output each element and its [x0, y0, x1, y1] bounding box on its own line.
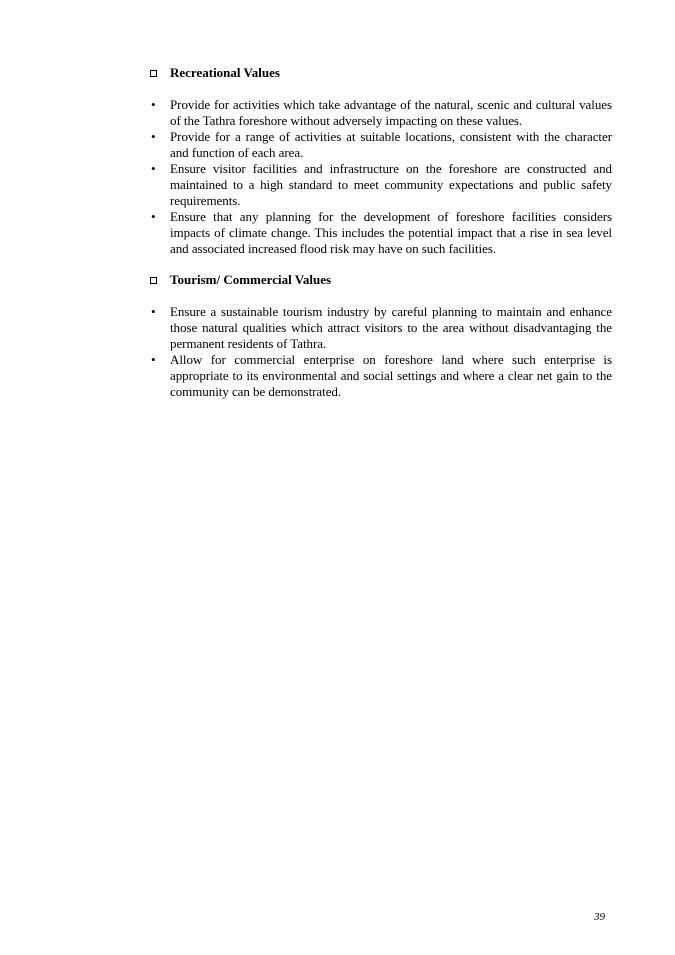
checkbox-bullet-icon: [150, 70, 157, 77]
list-item: [150, 161, 612, 209]
bullet-icon: •: [151, 304, 156, 319]
list-item-text: Provide for a range of activities at suitable locations, consistent with the character and function of each area.: [170, 129, 612, 160]
bullet-list-tourism-commercial-values: [150, 304, 612, 400]
list-item-text: Allow for commercial enterprise on foreshore land where such enterprise is appropriate to its environmental and social settings and where a clear net gain to the community can be demonstrated.: [170, 352, 612, 399]
list-item-text: Ensure visitor facilities and infrastructure on the foreshore are constructed and maintained to a high standard to meet community expectations and public safety requirements.: [170, 161, 612, 208]
bullet-icon: •: [151, 97, 156, 112]
list-item: [150, 304, 612, 352]
checkbox-bullet-icon: [150, 277, 157, 284]
list-item: [150, 97, 612, 129]
list-item-text: Ensure that any planning for the development of foreshore facilities considers impacts of climate change. This includes the potential impact that a rise in sea level and associated increased flood risk may have on such facilities.: [170, 209, 612, 256]
bullet-icon: •: [151, 129, 156, 144]
section-heading-recreational-values: [150, 64, 620, 82]
list-item-text: Provide for activities which take advantage of the natural, scenic and cultural values of the Tathra foreshore without adversely impacting on these values.: [170, 97, 612, 128]
list-item: [150, 209, 612, 257]
bullet-icon: •: [151, 161, 156, 176]
list-item: [150, 129, 612, 161]
bullet-list-recreational-values: [150, 97, 612, 257]
section-heading-tourism-commercial-values: [150, 271, 620, 289]
bullet-icon: •: [151, 352, 156, 367]
list-item-text: Ensure a sustainable tourism industry by careful planning to maintain and enhance those natural qualities which attract visitors to the area without disadvantaging the permanent residents of Tathra.: [170, 304, 612, 351]
section-title: Recreational Values: [170, 65, 280, 80]
page-number: 39: [594, 911, 605, 923]
list-item: [150, 352, 612, 400]
section-title: Tourism/ Commercial Values: [170, 272, 332, 287]
bullet-icon: •: [151, 209, 156, 224]
